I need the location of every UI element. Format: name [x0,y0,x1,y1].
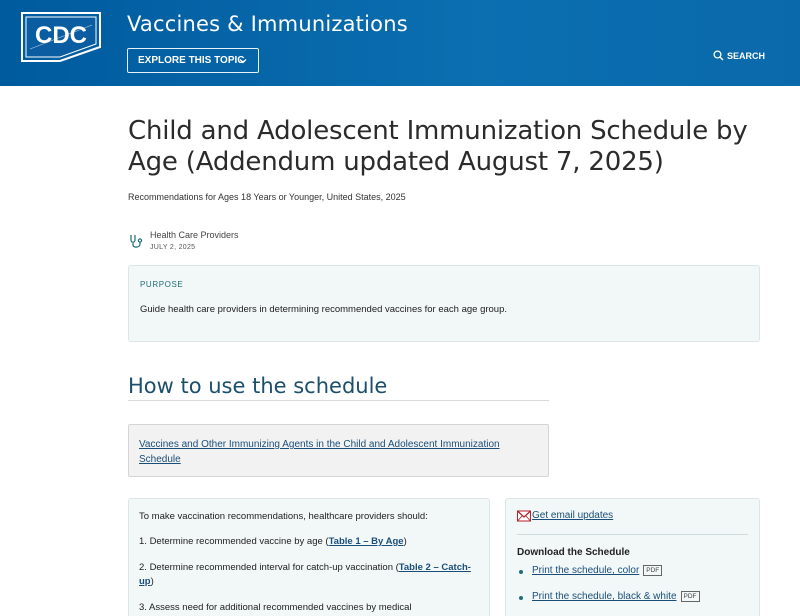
list-item [517,591,700,616]
list-item [517,565,700,591]
site-header [0,0,800,86]
list-item [139,535,479,549]
step-text: Determine recommended interval for catch-up vaccination ( [149,562,399,573]
instructions-box [128,498,490,616]
print-bw-link[interactable]: Print the schedule, black & white [532,591,677,602]
step-number: 2. [139,562,150,573]
table-2-link[interactable]: Table 2 – Catch-up [139,562,471,587]
list-item [139,561,479,589]
resource-link-box [128,424,549,477]
sidebar-divider [517,534,748,535]
steps-list [139,535,479,616]
audience-label: Health Care Providers [150,230,239,240]
pdf-badge: PDF [681,591,700,602]
step-number: 3. [139,602,150,613]
chevron-down-icon [237,55,249,67]
step-text-end: ) [403,536,407,547]
download-heading: Download the Schedule [517,547,630,558]
step-number: 1. [139,536,150,547]
sidebar-box [505,498,760,616]
instructions-intro: To make vaccination recommendations, healthcare providers should: [139,511,428,522]
table-1-link[interactable]: Table 1 – By Age [328,536,404,547]
cdc-logo[interactable] [20,11,102,63]
bullet [519,570,523,574]
step-text: Determine recommended vaccine by age ( [149,536,329,547]
list-item [139,601,479,615]
section-heading: How to use the schedule [128,374,388,398]
pdf-badge: PDF [643,565,662,576]
step-text: Assess need for additional recommended vaccines by medical [149,602,412,613]
purpose-label: PURPOSE [140,280,184,289]
page-title: Child and Adolescent Immunization Schedule by Age (Addendum updated August 7, 2025) [128,116,748,177]
stethoscope-icon [129,234,144,249]
search-icon [713,50,724,61]
page-subtitle: Recommendations for Ages 18 Years or Younger, United States, 2025 [128,192,406,202]
site-title[interactable]: Vaccines & Immunizations [127,12,408,36]
email-icon [517,510,531,522]
search-label: SEARCH [727,50,766,61]
print-color-link[interactable]: Print the schedule, color [532,565,640,576]
publish-date: JULY 2, 2025 [150,244,196,251]
purpose-box [128,265,760,342]
logo-text: CDC [35,22,87,49]
purpose-text: Guide health care providers in determining recommended vaccines for each age group. [140,304,508,315]
explore-topic-button[interactable] [127,48,259,73]
section-divider [128,400,549,401]
explore-topic-label: EXPLORE THIS TOPIC [138,55,245,66]
vaccines-agents-link[interactable]: Vaccines and Other Immunizing Agents in the Child and Adolescent Immunization Schedule [139,439,500,465]
email-updates-link[interactable]: Get email updates [532,510,614,521]
step-text-end: ) [150,576,154,587]
download-list [517,565,700,616]
search-button[interactable] [713,50,765,61]
bullet [519,596,523,600]
